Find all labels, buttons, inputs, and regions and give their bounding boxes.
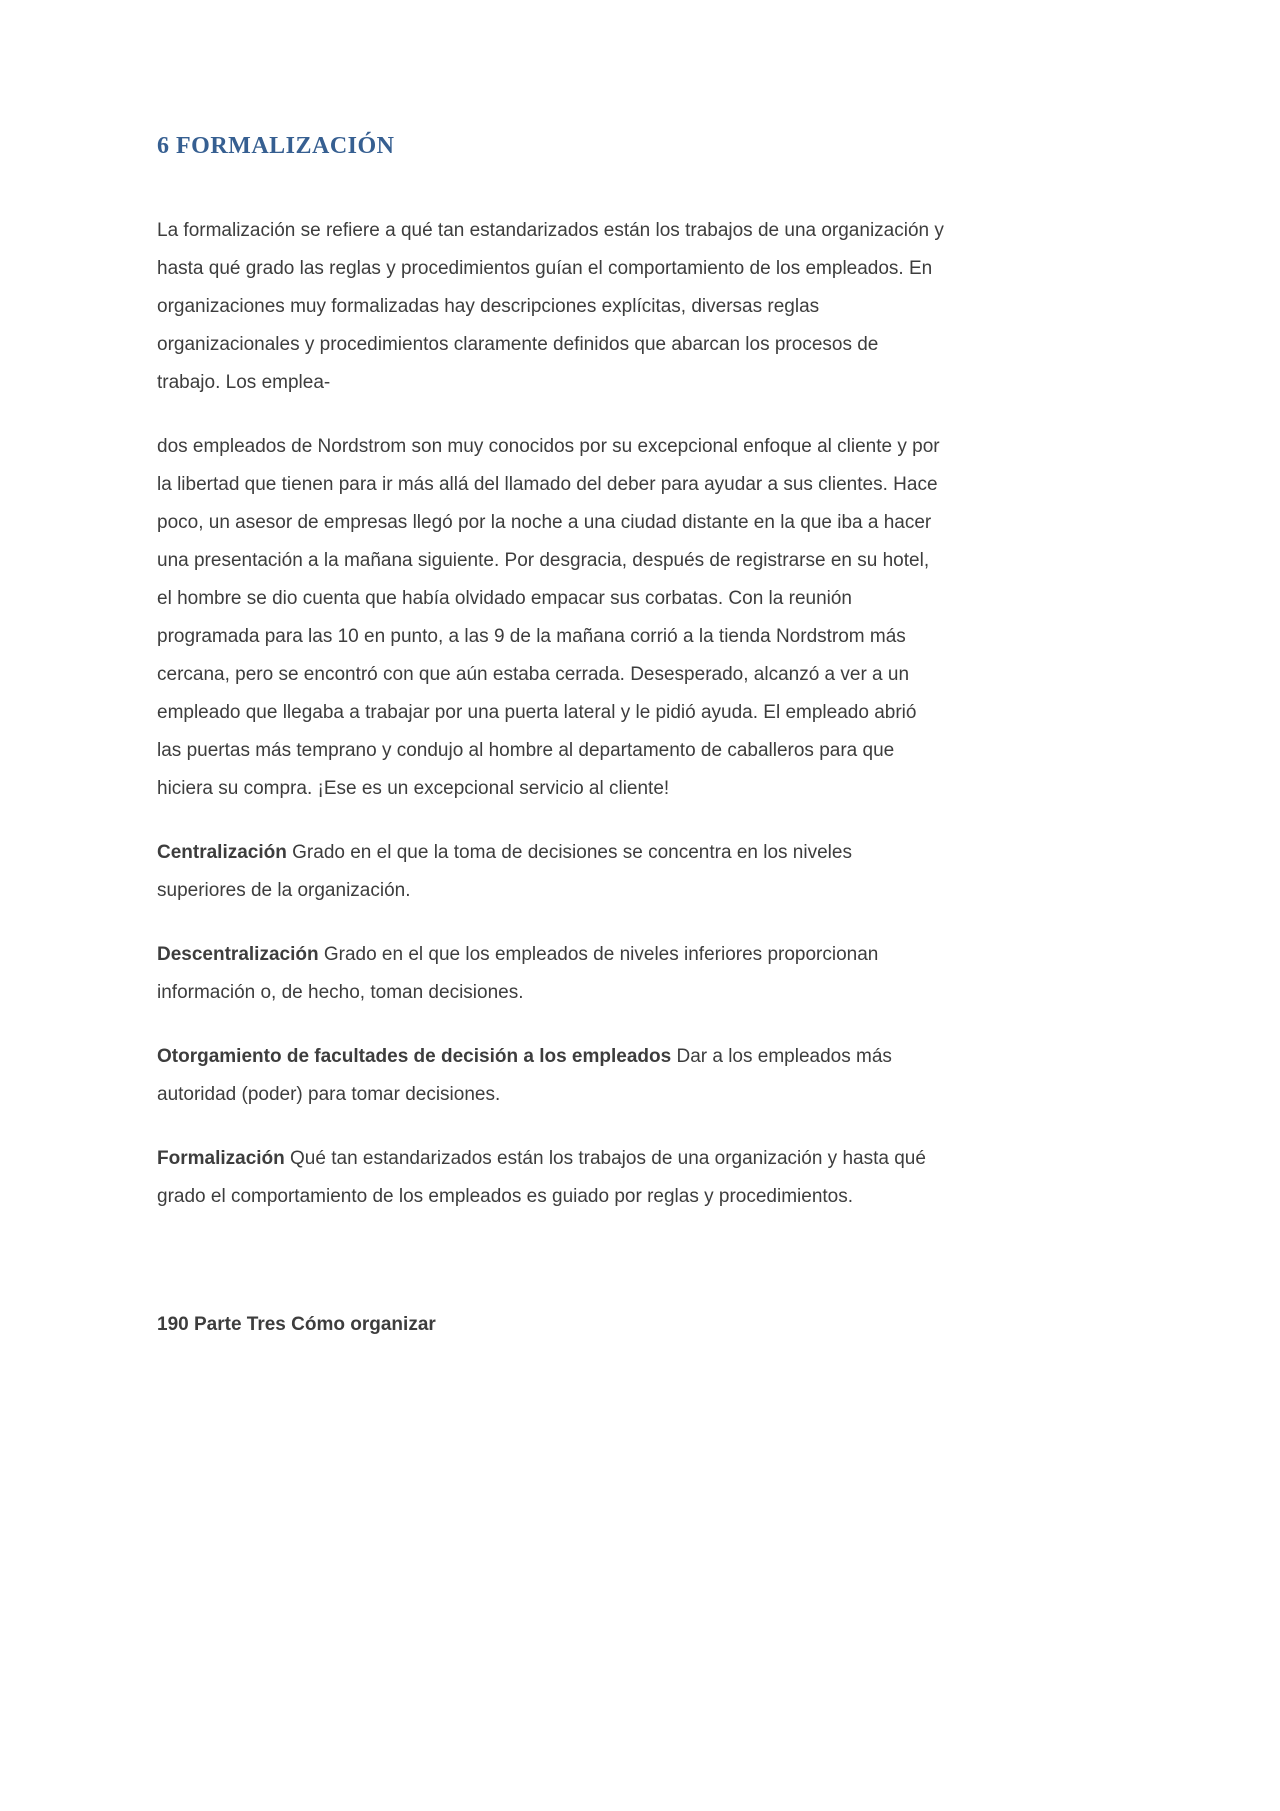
paragraph: Formalización Qué tan estandarizados están los trabajos de una organización y hasta qué grado el comportamiento de los empleados es guiado por reglas y procedimientos. [157, 1148, 926, 1207]
document-body [157, 212, 945, 1216]
definition-term: Descentralización [157, 944, 324, 965]
section-heading: 6 FORMALIZACIÓN [157, 133, 395, 159]
paragraph: dos empleados de Nordstrom son muy conocidos por su excepcional enfoque al cliente y por la libertad que tienen para ir más allá del llamado del deber para ayudar a sus clientes. Hace poco, un asesor de empresas llegó por la noche a una ciudad distante en la que iba a hacer una presentación a la mañana siguiente. Por desgracia, después de registrarse en su hotel, el hombre se dio cuenta que había olvidado empacar sus corbatas. Con la reunión programada para las 10 en punto, a las 9 de la mañana corrió a la tienda Nordstrom más cercana, pero se encontró con que aún estaba cerrada. Desesperado, alcanzó a ver a un empleado que llegaba a trabajar por una puerta lateral y le pidió ayuda. El empleado abrió las puertas más temprano y condujo al hombre al departamento de caballeros para que hiciera su compra. ¡Ese es un excepcional servicio al cliente! [157, 436, 940, 799]
paragraph: Descentralización Grado en el que los empleados de niveles inferiores proporcionan información o, de hecho, toman decisiones. [157, 944, 879, 1003]
paragraph: Centralización Grado en el que la toma de decisiones se concentra en los niveles superiores de la organización. [157, 842, 852, 901]
definition-term: Centralización [157, 842, 293, 863]
definition-term: Otorgamiento de facultades de decisión a los empleados [157, 1046, 677, 1067]
page-footer: 190 Parte Tres Cómo organizar [157, 1314, 436, 1335]
paragraph: La formalización se refiere a qué tan estandarizados están los trabajos de una organización y hasta qué grado las reglas y procedimientos guían el comportamiento de los empleados. En organizaciones muy formalizadas hay descripciones explícitas, diversas reglas organizacionales y procedimientos claramente definidos que abarcan los procesos de trabajo. Los emplea- [157, 220, 944, 393]
definition-term: Formalización [157, 1148, 291, 1169]
paragraph: Otorgamiento de facultades de decisión a los empleados Dar a los empleados más autoridad (poder) para tomar decisiones. [157, 1046, 892, 1105]
